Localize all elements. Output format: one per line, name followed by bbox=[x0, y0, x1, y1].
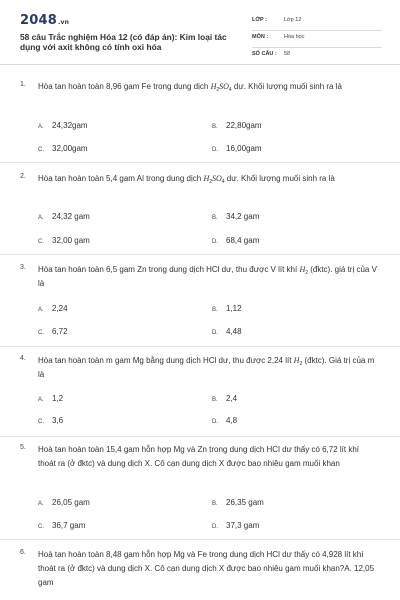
option-text: 2,24 bbox=[52, 304, 68, 313]
question-text: Hòa tan hoàn toàn 5,4 gam Al trong dung dịch $H_2SO_4$ dư. Khối lượng muối sinh ra là bbox=[38, 174, 335, 185]
option-letter: D. bbox=[212, 330, 218, 336]
answer-option[interactable] bbox=[38, 304, 68, 313]
logo-suffix: .vn bbox=[57, 19, 70, 26]
question-divider bbox=[0, 254, 400, 255]
answer-option[interactable] bbox=[38, 327, 68, 336]
option-letter: B. bbox=[212, 397, 218, 403]
meta-value: 58 bbox=[284, 51, 291, 57]
option-letter: A. bbox=[38, 397, 44, 403]
option-text: 3,6 bbox=[52, 416, 64, 425]
site-logo[interactable] bbox=[20, 13, 69, 28]
option-text: 1,12 bbox=[226, 304, 242, 313]
answer-option[interactable] bbox=[38, 121, 88, 130]
answer-option[interactable] bbox=[212, 327, 242, 336]
option-letter: A. bbox=[38, 215, 44, 221]
question-divider bbox=[0, 346, 400, 347]
document-header bbox=[0, 0, 400, 65]
option-text: 22,80gam bbox=[226, 121, 262, 130]
logo-text: 2048 bbox=[20, 13, 57, 28]
option-letter: A. bbox=[38, 501, 44, 507]
meta-label: SỐ CÂU : bbox=[252, 51, 277, 57]
meta-value: Hóa học bbox=[284, 34, 305, 40]
option-text: 26,05 gam bbox=[52, 498, 90, 507]
answer-option[interactable] bbox=[212, 416, 237, 425]
answer-option[interactable] bbox=[212, 212, 259, 221]
answer-option[interactable] bbox=[212, 304, 242, 313]
answer-option[interactable] bbox=[212, 121, 262, 130]
option-text: 26,35 gam bbox=[226, 498, 264, 507]
option-letter: D. bbox=[212, 419, 218, 425]
answer-option[interactable] bbox=[212, 144, 262, 153]
question-text: Hoà tan hoàn toàn 8,48 gam hỗn hợp Mg và Fe trong dung dịch HCl dư thấy có 4,928 lít khí thoát ra (ở đktc) và dung dịch X. Cô cạn dung dịch X được bao nhiêu gam muối khan?A. 12,05 gam bbox=[38, 550, 375, 587]
option-letter: D. bbox=[212, 239, 218, 245]
option-letter: B. bbox=[212, 501, 218, 507]
question-divider bbox=[0, 539, 400, 540]
meta-value: Lớp 12 bbox=[284, 17, 302, 23]
question-divider bbox=[0, 436, 400, 437]
question-number: 4. bbox=[20, 355, 26, 362]
answer-option[interactable] bbox=[212, 498, 264, 507]
option-text: 32,00 gam bbox=[52, 236, 90, 245]
question-number: 6. bbox=[20, 549, 26, 556]
question-number: 1. bbox=[20, 81, 26, 88]
question-divider bbox=[0, 162, 400, 163]
option-text: 34,2 gam bbox=[226, 212, 260, 221]
answer-option[interactable] bbox=[212, 521, 259, 530]
meta-row-subject bbox=[252, 31, 382, 48]
question-number: 2. bbox=[20, 173, 26, 180]
option-text: 24,32gam bbox=[52, 121, 88, 130]
document-title: 58 câu Trắc nghiệm Hóa 12 (có đáp án): Kim loại tác dụng với axit không có tính oxi hóa bbox=[20, 32, 227, 52]
answer-option[interactable] bbox=[38, 416, 63, 425]
option-text: 1,2 bbox=[52, 394, 64, 403]
question-text: Hòa tan hoàn toàn 8,96 gam Fe trong dung dịch $H_2SO_4$ dư. Khối lượng muối sinh ra là bbox=[38, 82, 342, 93]
option-letter: D. bbox=[212, 147, 218, 153]
option-letter: C. bbox=[38, 524, 44, 530]
question-text: Hoà tan hoàn toàn 15,4 gam hỗn hợp Mg và Zn trong dung dịch HCl dư thấy có 6,72 lít khí thoát ra (ở đktc) và dung dịch X. Cô cạn dung dịch X được bao nhiêu gam muối khan bbox=[38, 445, 360, 468]
option-letter: B. bbox=[212, 124, 218, 130]
question-text: Hòa tan hoàn toàn m gam Mg bằng dung dịch HCl dư, thu được 2,24 lít $H_2$ (đktc). Giá trị của m là bbox=[38, 356, 375, 379]
metadata-table bbox=[252, 14, 382, 65]
option-letter: C. bbox=[38, 239, 44, 245]
option-text: 6,72 bbox=[52, 327, 68, 336]
option-letter: C. bbox=[38, 419, 44, 425]
answer-option[interactable] bbox=[38, 521, 85, 530]
meta-label: MÔN : bbox=[252, 34, 269, 40]
answer-option[interactable] bbox=[212, 394, 237, 403]
meta-row-question-count bbox=[252, 48, 382, 65]
option-text: 32,00gam bbox=[52, 144, 88, 153]
answer-option[interactable] bbox=[38, 394, 63, 403]
question-text: Hòa tan hoàn toàn 6,5 gam Zn trong dung dịch HCl dư, thu được V lít khí $H_2$ (đktc). giá trị của V là bbox=[38, 265, 377, 288]
answer-option[interactable] bbox=[38, 236, 90, 245]
option-letter: B. bbox=[212, 215, 218, 221]
question-number: 3. bbox=[20, 264, 26, 271]
option-letter: A. bbox=[38, 124, 44, 130]
option-text: 2,4 bbox=[226, 394, 238, 403]
meta-label: LỚP : bbox=[252, 17, 267, 23]
option-text: 68,4 gam bbox=[226, 236, 260, 245]
option-letter: D. bbox=[212, 524, 218, 530]
meta-row-class bbox=[252, 14, 382, 31]
option-text: 24,32 gam bbox=[52, 212, 90, 221]
option-text: 37,3 gam bbox=[226, 521, 260, 530]
option-letter: A. bbox=[38, 307, 44, 313]
option-letter: C. bbox=[38, 330, 44, 336]
answer-option[interactable] bbox=[38, 212, 90, 221]
option-text: 4,8 bbox=[226, 416, 238, 425]
option-letter: C. bbox=[38, 147, 44, 153]
option-text: 36,7 gam bbox=[52, 521, 86, 530]
option-letter: B. bbox=[212, 307, 218, 313]
answer-option[interactable] bbox=[38, 498, 90, 507]
answer-option[interactable] bbox=[212, 236, 259, 245]
option-text: 4,48 bbox=[226, 327, 242, 336]
answer-option[interactable] bbox=[38, 144, 88, 153]
option-text: 16,00gam bbox=[226, 144, 262, 153]
question-number: 5. bbox=[20, 444, 26, 451]
